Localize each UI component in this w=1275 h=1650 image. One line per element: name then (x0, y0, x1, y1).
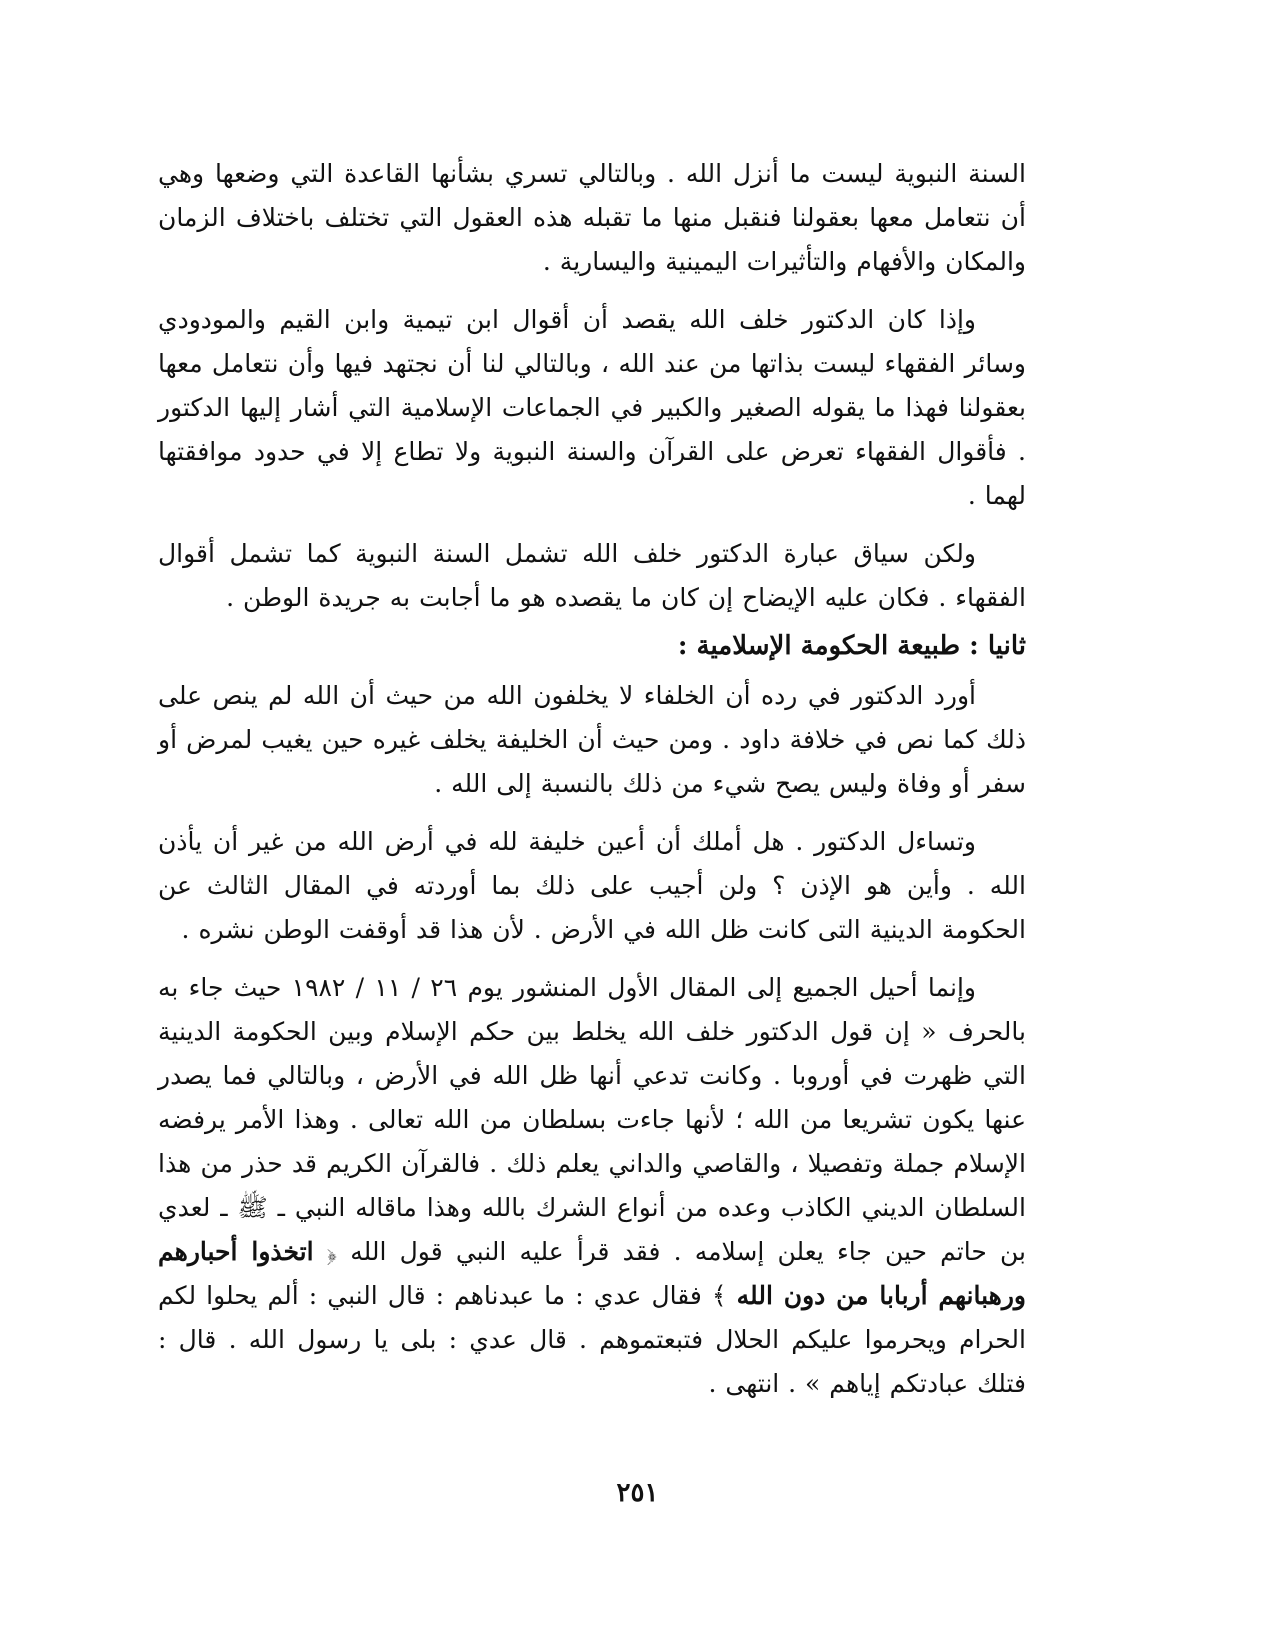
page-number: ٢٥١ (616, 1478, 659, 1508)
section-heading: ثانيا : طبيعة الحكومة الإسلامية : (677, 631, 1026, 661)
quote-text-end: ﴾ فقال عدي : ما عبدناهم : قال النبي : ألم يحلوا لكم الحرام ويحرموا عليكم الحلال فتبعتموهم . قال عدي : بلى يا رسول الله . قال : فتلك عبادتكم إياهم » . انتهى . (158, 1281, 1026, 1398)
page-body (158, 152, 1026, 1406)
paragraph-question: وتساءل الدكتور . هل أملك أن أعين خليفة لله في أرض الله من غير أن يأذن الله . وأين هو الإذن ؟ ولن أجيب على ذلك بما أوردته في المقال الثالث عن الحكومة الدينية التى كانت ظل الله في الأرض . لأن هذا قد أوقفت الوطن نشره . (158, 827, 1026, 944)
paragraph-quote (158, 966, 1026, 1406)
paragraph-context: ولكن سياق عبارة الدكتور خلف الله تشمل السنة النبوية كما تشمل أقوال الفقهاء . فكان عليه الإيضاح إن كان ما يقصده هو ما أجابت به جريدة الوطن . (158, 539, 1026, 612)
paragraph-sunnah: السنة النبوية ليست ما أنزل الله . وبالتالي تسري بشأنها القاعدة التي وضعها وهي أن نتعامل معها بعقولنا فنقبل منها ما تقبله هذه العقول التي تختلف باختلاف الزمان والمكان والأفهام والتأثيرات اليمينية واليسارية . (158, 159, 1026, 276)
quran-verse: اتخذوا أحبارهم ورهبانهم أربابا من دون الله (158, 1237, 1027, 1310)
paragraph-caliphs: أورد الدكتور في رده أن الخلفاء لا يخلفون الله من حيث أن الله لم ينص على ذلك كما نص في خلافة داود . ومن حيث أن الخليفة يخلف غيره حين يغيب لمرض أو سفر أو وفاة وليس يصح شيء من ذلك بالنسبة إلى الله . (158, 681, 1026, 798)
quote-text-start: وإنما أحيل الجميع إلى المقال الأول المنشور يوم ٢٦ / ١١ / ١٩٨٢ حيث جاء به بالحرف « إن قول الدكتور خلف الله يخلط بين حكم الإسلام وبين الحكومة الدينية التي ظهرت في أوروبا . وكانت تدعي أنها ظل الله في الأرض ، وبالتالي فما يصدر عنها يكون تشريعا من الله ؛ لأنها جاءت بسلطان من الله تعالى . وهذا الأمر يرفضه الإسلام جملة وتفصيلا ، والقاصي والداني يعلم ذلك . فالقرآن الكريم قد حذر من هذا السلطان الديني الكاذب وعده من أنواع الشرك بالله وهذا ماقاله النبي ـ ﷺ ـ لعدي بن حاتم حين جاء يعلن إسلامه . فقد قرأ عليه النبي قول الله ﴿ (158, 973, 1027, 1266)
paragraph-fuqaha: وإذا كان الدكتور خلف الله يقصد أن أقوال ابن تيمية وابن القيم والمودودي وسائر الفقهاء ليست بذاتها من عند الله ، وبالتالي لنا أن نجتهد فيها وأن نتعامل معها بعقولنا فهذا ما يقوله الصغير والكبير في الجماعات الإسلامية التي أشار إليها الدكتور . فأقوال الفقهاء تعرض على القرآن والسنة النبوية ولا تطاع إلا في حدود موافقتها لهما . (158, 305, 1026, 510)
